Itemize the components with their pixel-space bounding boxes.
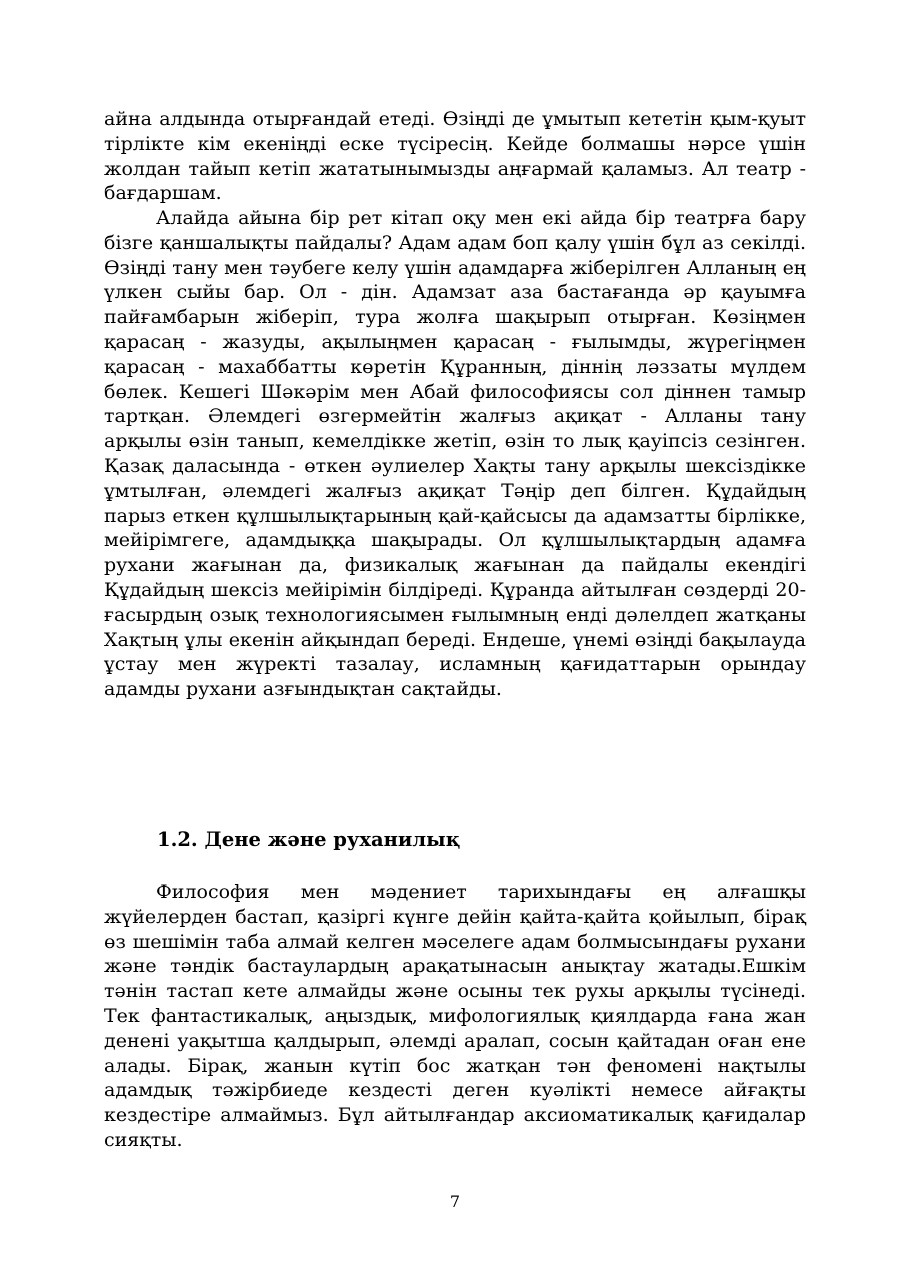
paragraph-continuation: айна алдында отырғандай етеді. Өзіңді де ұмытып кететін қым-қуыт тірлікте кім екеніңді еске түсіресің. Кейде болмашы нәрсе үшін жолдан тайып кетіп жататынымызды аңғармай қаламыз. Ал театр - бағдаршам. — [104, 108, 806, 205]
section-heading: 1.2. Дене және руханилық — [157, 828, 461, 851]
page-number: 7 — [449, 1192, 461, 1211]
paragraph-religion: Алайда айына бір рет кітап оқу мен екі айда бір театрға бару бізге қаншалықты пайдалы? Адам адам боп қалу үшін бұл аз секілді. Өзіңді тану мен тәубеге келу үшін адамдарға жіберілген Алланың ең үлкен сыйы бар. Ол - дін. Адамзат аза бастағанда әр қауымға пайғамбарын жіберіп, тура жолға шақырып отырған. Көзіңмен қарасаң - жазуды, ақылыңмен қарасаң - ғылымды, жүрегіңмен қарасаң - махаббатты көретін Құранның, діннің ләззаты мүлдем бөлек. Кешегі Шәкәрім мен Абай философиясы сол діннен тамыр тартқан. Әлемдегі өзгермейтін жалғыз ақиқат - Алланы тану арқылы өзін танып, кемелдікке жетіп, өзін то лық қауіпсіз сезінген. Қазақ даласында - өткен әулиелер Хақты тану арқылы шексіздікке ұмтылған, әлемдегі жалғыз ақиқат Тәңір деп білген. Құдайдың парыз еткен құлшылықтарының қай-қайсысы да адамзатты бірлікке, мейірімгеге, адамдыққа шақырады. Ол құлшылықтардың адамға рухани жағынан да, физикалық жағынан да пайдалы екендігі Құдайдың шексіз мейірімін білдіреді. Құранда айтылған сөздерді 20-ғасырдың озық технологиясымен ғылымның енді дәлелдеп жатқаны Хақтың ұлы екенін айқындап береді. Ендеше, үнемі өзіңді бақылауда ұстау мен жүректі тазалау, исламның қағидаттарын орындау адамды рухани азғындықтан сақтайды. — [104, 207, 806, 701]
paragraph-body-and-spirit: Философия мен мәдениет тарихындағы ең алғашқы жүйелерден бастап, қазіргі күнге дейін қайта-қайта қойылып, бірақ өз шешімін таба алмай келген мәселеге адам болмысындағы рухани және тәндік бастаулардың арақатынасын анықтау жатады.Ешкім тәнін тастап кете алмайды және осыны тек рухы арқылы түсінеді. Тек фантастикалық, аңыздық, мифологиялық қиялдарда ғана жан денені уақытша қалдырып, әлемді аралап, сосын қайтадан оған ене алады. Бірақ, жанын күтіп бос жатқан тән феномені нақтылы адамдық тәжірбиеде кездесті деген куәлікті немесе айғақты кездестіре алмаймыз. Бұл айтылғандар аксиоматикалық қағидалар сияқты. — [104, 881, 806, 1151]
